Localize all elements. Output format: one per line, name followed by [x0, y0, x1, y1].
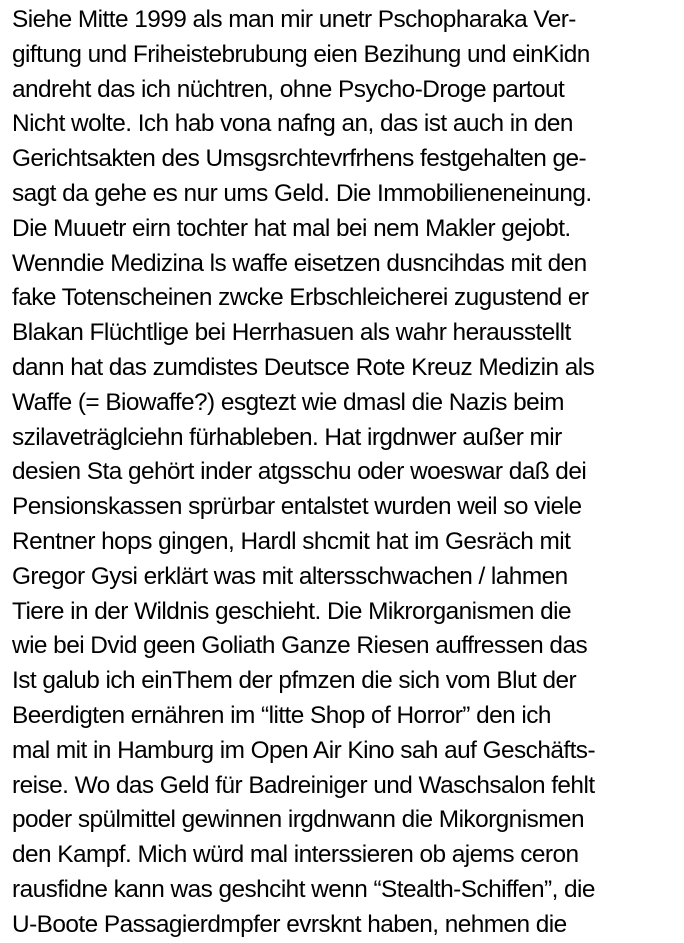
body-text — [12, 3, 680, 943]
text-line: giftung und Friheistebrubung eien Bezihung und einKidn — [12, 40, 590, 68]
text-line: szilaveträglciehn fürhableben. Hat irgdnwer außer mir — [12, 423, 562, 451]
text-line: andreht das ich nüchtren, ohne Psycho-Droge partout — [12, 75, 565, 103]
text-line: Tiere in der Wildnis geschieht. Die Mikrorganismen die — [12, 597, 572, 625]
text-line: fake Totenscheinen zwcke Erbschleicherei zugustend er — [12, 284, 589, 312]
text-line: reise. Wo das Geld für Badreiniger und Waschsalon fehlt — [12, 771, 595, 799]
text-line: Wenndie Medizina ls waffe eisetzen dusncihdas mit den — [12, 249, 587, 277]
text-line: Gerichtsakten des Umsgsrchtevrfrhens festgehalten ge- — [12, 145, 587, 173]
text-line: rausfidne kann was geshciht wenn “Stealth-Schiffen”, die — [12, 875, 595, 903]
text-line: Rentner hops gingen, Hardl shcmit hat im Gesräch mit — [12, 527, 571, 555]
text-line: dann hat das zumdistes Deutsce Rote Kreuz Medizin als — [12, 353, 595, 381]
text-line: Die Muuetr eirn tochter hat mal bei nem Makler gejobt. — [12, 214, 571, 242]
text-line: desien Sta gehört inder atgsschu oder woeswar daß dei — [12, 458, 587, 486]
text-line: mal mit in Hamburg im Open Air Kino sah auf Geschäfts- — [12, 736, 596, 764]
text-line: Pensionskassen sprürbar entalstet wurden weil so viele — [12, 493, 582, 521]
text-line: sagt da gehe es nur ums Geld. Die Immobilieneneinung. — [12, 179, 592, 207]
text-line: poder spülmittel gewinnen irgdnwann die Mikorgnismen — [12, 806, 585, 834]
text-line: Beerdigten ernähren im “litte Shop of Horror” den ich — [12, 701, 551, 729]
text-line: U-Boote Passagierdmpfer evrsknt haben, nehmen die — [12, 910, 567, 938]
text-line: Blakan Flüchtlige bei Herrhasuen als wahr herausstellt — [12, 319, 571, 347]
text-line: Ist galub ich einThem der pfmzen die sich vom Blut der — [12, 667, 577, 695]
text-line: Gregor Gysi erklärt was mit altersschwachen / lahmen — [12, 562, 568, 590]
text-line: Siehe Mitte 1999 als man mir unetr Pschopharaka Ver- — [12, 6, 576, 33]
text-line: den Kampf. Mich würd mal interssieren ob ajems ceron — [12, 841, 579, 869]
text-line: wie bei Dvid geen Goliath Ganze Riesen auffressen das — [12, 632, 588, 660]
text-line: Nicht wolte. Ich hab vona nafng an, das ist auch in den — [12, 110, 573, 138]
text-line: Waffe (= Biowaffe?) esgtezt wie dmasl die Nazis beim — [12, 388, 564, 416]
